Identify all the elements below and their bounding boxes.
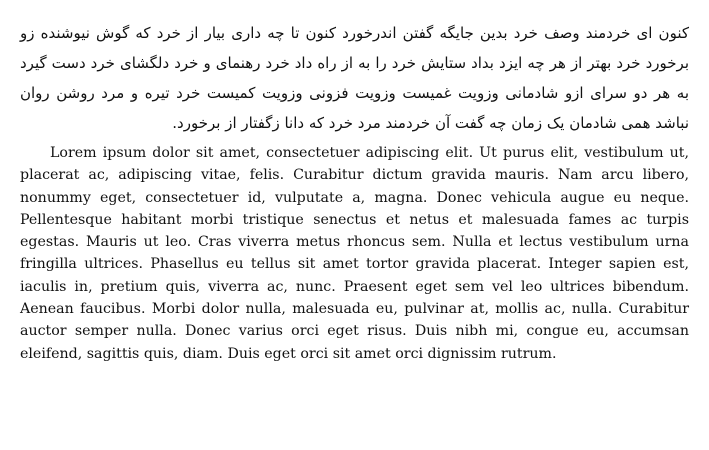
document-page: [20, 18, 689, 365]
lorem-ipsum-paragraph: Lorem ipsum dolor sit amet, consectetuer adipiscing elit. Ut purus elit, vestibulum ut, placerat ac, adipiscing vitae, felis. Curabitur dictum gravida mauris. Nam arcu libero, nonummy eget, consectetuer id, vulputate a, magna. Donec vehicula augue eu neque. Pellentesque habitant morbi tristique senectus et netus et malesuada fames ac turpis egestas. Mauris ut leo. Cras viverra metus rhoncus sem. Nulla et lectus vestibulum urna fringilla ultrices. Phasellus eu tellus sit amet tortor gravida placerat. Integer sapien est, iaculis in, pretium quis, viverra ac, nunc. Praesent eget sem vel leo ultrices bibendum. Aenean faucibus. Morbi dolor nulla, malesuada eu, pulvinar at, mollis ac, nulla. Curabitur auctor semper nulla. Donec varius orci eget risus. Duis nibh mi, congue eu, accumsan eleifend, sagittis quis, diam. Duis eget orci sit amet orci dignissim rutrum.: [20, 145, 689, 362]
persian-paragraph: کنون ای خردمند وصف خرد بدین جایگه گفتن اندرخورد کنون تا چه داری بیار از خرد که گوش نیوشنده زو برخورد خرد بهتر از هر چه ایزد بداد ستایش خرد را به از راه داد خرد رهنمای و خرد دلگشای خرد دست گیرد به هر دو سرای ازو شادمانی وزویت غمیست وزویت فزونی وزویت کمیست خرد تیره و مرد روشن روان نباشد همی شادمان یک زمان چه گفت آن خردمند مرد خرد که دانا زگفتار از برخورد.: [20, 24, 689, 132]
